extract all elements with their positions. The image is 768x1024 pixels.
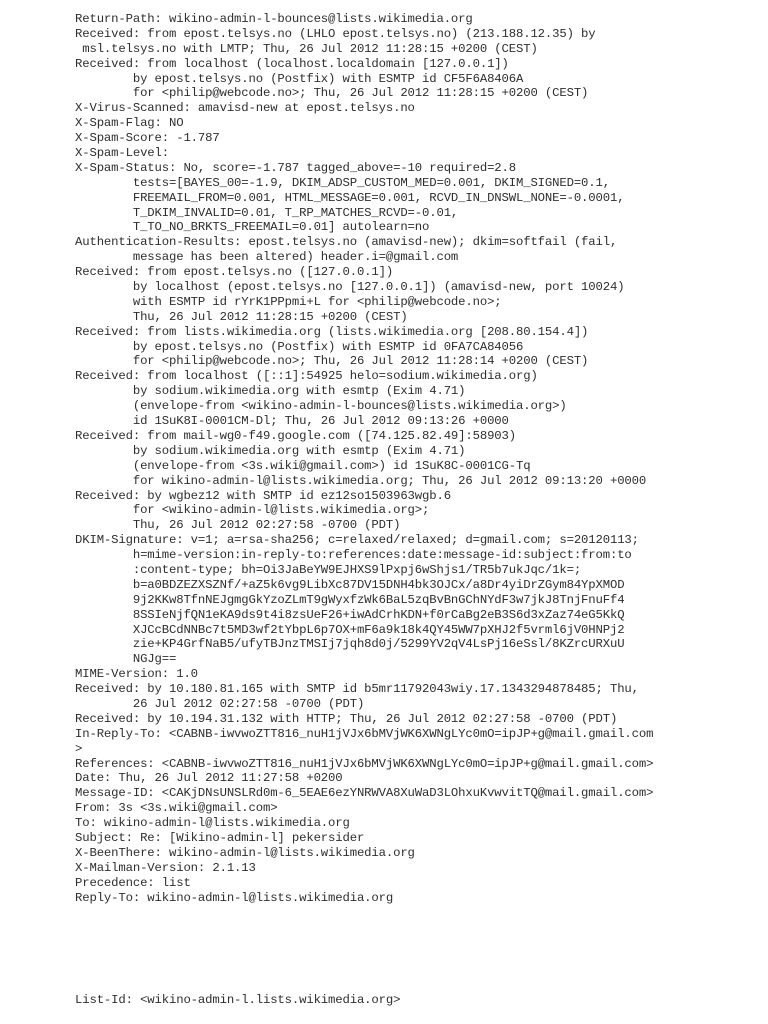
- header-line: Return-Path: wikino-admin-l-bounces@lists.wikimedia.org: [75, 12, 473, 26]
- header-line: 8SSIeNjfQN1eKA9ds9t4i8zsUeF26+iwAdCrhKDN+f0rCaBg2eB3S6d3xZaz74eG5KkQ: [75, 607, 625, 622]
- header-line: by sodium.wikimedia.org with esmtp (Exim 4.71): [75, 384, 466, 399]
- header-line: Authentication-Results: epost.telsys.no (amavisd-new); dkim=softfail (fail,: [75, 235, 618, 250]
- header-line: by epost.telsys.no (Postfix) with ESMTP id 0FA7CA84056: [75, 339, 524, 354]
- header-line: :content-type; bh=Oi3JaBeYW9EJHXS9lPxpj6wShjs1/TR5b7ukJqc/1k=;: [75, 562, 582, 577]
- header-line: Received: from mail-wg0-f49.google.com ([74.125.82.49]:58903): [75, 428, 516, 443]
- header-line: FREEMAIL_FROM=0.001, HTML_MESSAGE=0.001, RCVD_IN_DNSWL_NONE=-0.0001,: [75, 190, 625, 205]
- header-line: by epost.telsys.no (Postfix) with ESMTP id CF5F6A8406A: [75, 71, 524, 86]
- header-line: b=a0BDZEZXSZNf/+aZ5k6vg9LibXc87DV15DNH4bk3OJCx/a8Dr4yiDrZGym84YpXMOD: [75, 577, 625, 592]
- header-line: MIME-Version: 1.0: [75, 667, 198, 682]
- blank-gap: [75, 905, 755, 993]
- header-line: Received: by wgbez12 with SMTP id ez12so1503963wgb.6: [75, 488, 451, 503]
- header-line: Reply-To: wikino-admin-l@lists.wikimedia.org: [75, 890, 394, 905]
- header-line: Received: from lists.wikimedia.org (lists.wikimedia.org [208.80.154.4]): [75, 324, 589, 339]
- header-line: for wikino-admin-l@lists.wikimedia.org; Thu, 26 Jul 2012 09:13:20 +0000: [75, 473, 647, 488]
- header-line: XJCcBCdNNBc7t5MD3wf2tYbpL6p7OX+mF6a9k18k4QY45WW7pXHJ2f5vrml6jV0HNPj2: [75, 622, 625, 637]
- header-line: X-Virus-Scanned: amavisd-new at epost.telsys.no: [75, 101, 415, 116]
- header-line: by sodium.wikimedia.org with esmtp (Exim 4.71): [75, 443, 466, 458]
- header-line: Received: by 10.194.31.132 with HTTP; Thu, 26 Jul 2012 02:27:58 -0700 (PDT): [75, 711, 618, 726]
- header-block: [75, 12, 755, 905]
- header-line: for <philip@webcode.no>; Thu, 26 Jul 2012 11:28:15 +0200 (CEST): [75, 86, 589, 101]
- header-line: zie+KP4GrfNaB5/ufyTBJnzTMSIj7jqh8d0j/5299YV2qV4LsPj16eSsl/8KZrcURXuU: [75, 637, 625, 652]
- header-line: 26 Jul 2012 02:27:58 -0700 (PDT): [75, 696, 365, 711]
- header-line: X-Spam-Level:: [75, 146, 169, 161]
- header-line: msl.telsys.no with LMTP; Thu, 26 Jul 2012 11:28:15 +0200 (CEST): [75, 41, 538, 56]
- header-line: Received: from localhost ([::1]:54925 helo=sodium.wikimedia.org): [75, 369, 538, 384]
- header-line: tests=[BAYES_00=-1.9, DKIM_ADSP_CUSTOM_MED=0.001, DKIM_SIGNED=0.1,: [75, 175, 610, 190]
- header-line: (envelope-from <3s.wiki@gmail.com>) id 1SuK8C-0001CG-Tq: [75, 458, 531, 473]
- header-line: Date: Thu, 26 Jul 2012 11:27:58 +0200: [75, 771, 343, 786]
- header-line: Received: by 10.180.81.165 with SMTP id b5mr11792043wiy.17.1343294878485; Thu,: [75, 682, 639, 697]
- header-line: In-Reply-To: <CABNB-iwvwoZTT816_nuH1jVJx6bMVjWK6XWNgLYc0mO=ipJP+g@mail.gmail.com: [75, 726, 654, 741]
- footer-block: [75, 993, 755, 1008]
- header-line: X-Spam-Status: No, score=-1.787 tagged_above=-10 required=2.8: [75, 160, 516, 175]
- header-line: T_DKIM_INVALID=0.01, T_RP_MATCHES_RCVD=-0.01,: [75, 205, 459, 220]
- header-line: id 1SuK8I-0001CM-Dl; Thu, 26 Jul 2012 09:13:26 +0000: [75, 414, 509, 429]
- header-line: message has been altered) header.i=@gmail.com: [75, 250, 459, 265]
- header-line: NGJg==: [75, 652, 177, 667]
- header-line: X-Spam-Flag: NO: [75, 116, 184, 131]
- header-line: Thu, 26 Jul 2012 02:27:58 -0700 (PDT): [75, 518, 401, 533]
- header-line: X-Mailman-Version: 2.1.13: [75, 860, 256, 875]
- header-line: Thu, 26 Jul 2012 11:28:15 +0200 (CEST): [75, 309, 408, 324]
- header-line: Subject: Re: [Wikino-admin-l] pekersider: [75, 830, 365, 845]
- header-line: >: [75, 741, 83, 756]
- header-line: Message-ID: <CAKjDNsUNSLRd0m-6_5EAE6ezYNRWVA8XuWaD3LOhxuKvwvitTQ@mail.gmail.com>: [75, 786, 654, 801]
- header-line: List-Id: <wikino-admin-l.lists.wikimedia.org>: [75, 993, 401, 1008]
- header-line: DKIM-Signature: v=1; a=rsa-sha256; c=relaxed/relaxed; d=gmail.com; s=20120113;: [75, 533, 639, 548]
- header-line: T_TO_NO_BRKTS_FREEMAIL=0.01] autolearn=no: [75, 220, 430, 235]
- header-line: Received: from epost.telsys.no ([127.0.0.1]): [75, 265, 394, 280]
- header-line: with ESMTP id rYrK1PPpmi+L for <philip@webcode.no>;: [75, 294, 502, 309]
- header-line: (envelope-from <wikino-admin-l-bounces@lists.wikimedia.org>): [75, 399, 567, 414]
- header-line: Received: from epost.telsys.no (LHLO epost.telsys.no) (213.188.12.35) by: [75, 26, 596, 41]
- header-line: Received: from localhost (localhost.localdomain [127.0.0.1]): [75, 56, 509, 71]
- email-raw-headers: [75, 12, 755, 1024]
- header-line: From: 3s <3s.wiki@gmail.com>: [75, 801, 278, 816]
- header-line: h=mime-version:in-reply-to:references:date:message-id:subject:from:to: [75, 548, 632, 563]
- header-line: by localhost (epost.telsys.no [127.0.0.1]) (amavisd-new, port 10024): [75, 280, 625, 295]
- header-line: X-BeenThere: wikino-admin-l@lists.wikimedia.org: [75, 845, 415, 860]
- header-line: References: <CABNB-iwvwoZTT816_nuH1jVJx6bMVjWK6XWNgLYc0mO=ipJP+g@mail.gmail.com>: [75, 756, 654, 771]
- header-line: 9j2KKw8TfnNEJgmgGkYzoZLmT9gWyxfzWk6BaL5zqBvBnGChNYdF3w7jkJ8TnjFnuFf4: [75, 592, 625, 607]
- header-line: for <philip@webcode.no>; Thu, 26 Jul 2012 11:28:14 +0200 (CEST): [75, 354, 589, 369]
- header-line: for <wikino-admin-l@lists.wikimedia.org>;: [75, 503, 430, 518]
- header-line: Precedence: list: [75, 875, 191, 890]
- header-line: X-Spam-Score: -1.787: [75, 131, 220, 146]
- header-line: To: wikino-admin-l@lists.wikimedia.org: [75, 816, 350, 831]
